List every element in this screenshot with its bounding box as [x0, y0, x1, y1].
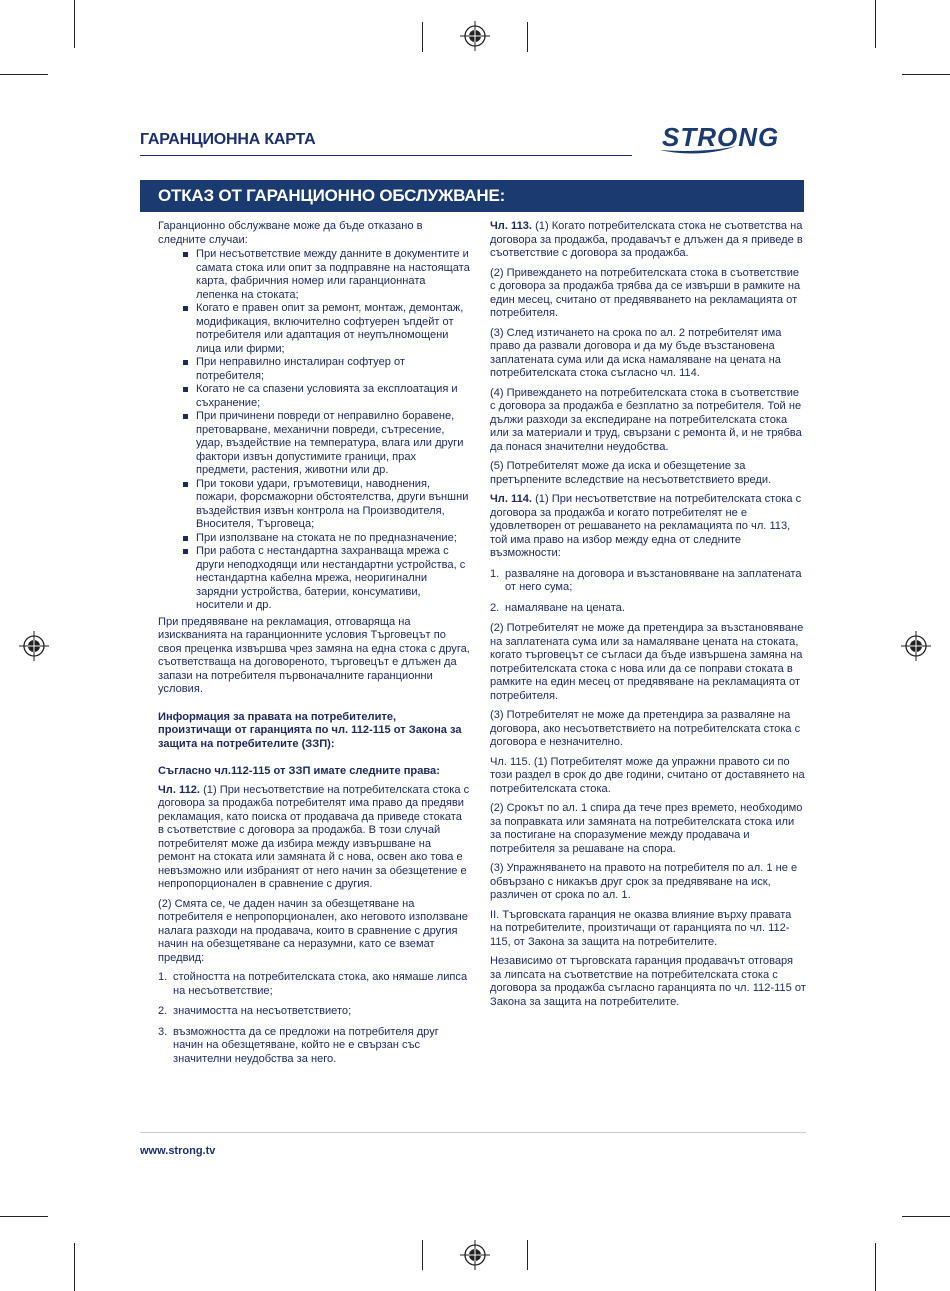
refusal-list: [158, 248, 470, 613]
list-number: 1.: [158, 971, 168, 983]
crop-mark: [902, 74, 950, 75]
registration-mark-icon: [901, 631, 931, 661]
article-label: Чл. 113.: [490, 220, 532, 232]
list-item: Когато е правен опит за ремонт, монтаж, демонтаж, модификация, включително софтуерен ъпдейт от потребителя или адаптация от неупълномощени лица или фирми;: [196, 302, 470, 356]
page-title: ГАРАНЦИОННА КАРТА: [140, 131, 316, 148]
left-column: [158, 220, 470, 1073]
list-item: При неправилно инсталиран софтуер от потребителя;: [196, 356, 470, 383]
final-paragraph: Независимо от търговската гаранция продавачът отговаря за липсата на съответствие на потребителската стока с договора за продажба съгласно гаранцията по чл. 112-115 от Закона за защита на потребителите.: [490, 955, 806, 1008]
crop-mark: [527, 22, 528, 52]
list-item: [158, 1026, 470, 1067]
crop-mark: [422, 22, 423, 52]
svg-text:STRONG: STRONG: [662, 122, 780, 152]
article-113: [490, 220, 806, 261]
crop-mark: [422, 1240, 423, 1270]
article-114: [490, 493, 806, 561]
crop-mark: [902, 1216, 950, 1217]
list-item: [158, 971, 470, 998]
article-113-4: (4) Привеждането на потребителската стока в съответствие с договора за продажба е безплатно за потребителя. Той не дължи разходи за експедиране на потребителската стока или за материали и труд, свързани с ремонта й, и не трябва да понася значителни неудобства.: [490, 386, 802, 453]
article-text: (1) Когато потребителската стока не съответства на договора за продажба, продавачът е длъжен да я приведе в съответствие с договора за продажба.: [490, 220, 803, 259]
list-text: стойността на потребителската стока, ако нямаше липса на несъответствие;: [173, 971, 468, 997]
right-column: [490, 220, 806, 1015]
article-112: [158, 784, 470, 892]
list-item: При работа с нестандартна захранваща мрежа с други неподходящи или нестандартни устройства, с нестандартна кабелна мрежа, неоригинални зарядни устройства, батерии, консумативи, носители и др.: [196, 545, 470, 613]
list-item: При токови удари, гръмотевици, наводнения, пожари, форсмажорни обстоятелства, други външни въздействия извън контрола на Производителя, Вносителя, Търговеца;: [196, 477, 469, 530]
rights-heading: Съгласно чл.112-115 от ЗЗП имате следните права:: [158, 765, 440, 777]
crop-mark: [74, 1243, 75, 1291]
list-text: намаляване на цената.: [505, 601, 625, 614]
proportionality-list: [158, 971, 470, 1066]
registration-mark-icon: [19, 631, 49, 661]
article-115-2: (2) Срокът по ал. 1 спира да тече през времето, необходимо за поправката или замяната на потребителската стока или за постигане на споразумение между продавача и потребителя за решаване на спора.: [490, 802, 803, 855]
article-label: Чл. 112.: [158, 783, 200, 796]
section-banner: [140, 180, 804, 212]
list-item: [158, 1005, 470, 1019]
list-text: възможността да се предложи на потребителя друг начин на обезщетяване, който не е свързан със значителни неудобства за него.: [173, 1025, 439, 1065]
article-text: (1) При несъответствие на потребителската стока с договора за продажба потребителят има право да предяви рекламация, като поиска от продавача да приведе стоката в съответствие с договора за продажба. В този случай потребителят може да избира между извършване на ремонт на стоката или замяната й с нова, освен ако това е невъзможно или избраният от него начин за обезщетение е непропорционален в сравнение с другия.: [158, 783, 470, 890]
article-114-3: (3) Потребителят не може да претендира за разваляне на договора, ако несъответствието на потребителската стока с договора е незначително.: [490, 709, 801, 748]
registration-mark-icon: [460, 21, 490, 51]
list-item: При несъответствие между данните в документите и самата стока или опит за подправяне на настоящата карта, фабричния номер или гаранционната лепенка на стоката;: [196, 248, 470, 301]
article-112-2: (2) Смята се, че даден начин за обезщетяване на потребителя е непропорционален, ако неговото използване налага разходи на продавача, които в сравнение с другия начин на обезщетяване са неразумни, като се вземат предвид:: [158, 897, 468, 964]
article-113-5: (5) Потребителят може да иска и обезщетение за претърпените вследствие на несъответствието вреди.: [490, 460, 772, 486]
claim-paragraph: При предявяване на рекламация, отговаряща на изискванията на гаранционните условия Търговецът по своя преценка извършва чрез замяна на една стока с друга, съответстваща на договореното, търговецът е длъжен да запази на потребителя първоначалните гаранционни условия.: [158, 615, 470, 695]
crop-mark: [527, 1240, 528, 1270]
info-heading: Информация за правата на потребителите, произтичащи от гаранцията по чл. 112-115 от Закона за защита на потребителите (ЗЗП):: [158, 710, 462, 750]
article-115-1: Чл. 115. (1) Потребителят може да упражни правото си по този раздел в срок до две години, считано от доставянето на потребителската стока.: [490, 755, 805, 795]
crop-mark: [74, 0, 75, 48]
list-item: [490, 602, 806, 616]
list-item: Когато не са спазени условията за експлоатация и съхранение;: [196, 383, 470, 410]
commercial-guarantee-paragraph: II. Търговската гаранция не оказва влияние върху правата на потребителите, произтичащи от гаранцията по чл. 112-115, от Закона за защита на потребителите.: [490, 908, 792, 948]
registration-mark-icon: [460, 1240, 490, 1270]
crop-mark: [875, 1243, 876, 1291]
remedy-list: [490, 568, 806, 616]
footer-url: www.strong.tv: [140, 1145, 216, 1157]
list-item: При причинени повреди от неправилно боравене, претоварване, механични повреди, сътресение, удар, въздействие на температура, влага или други фактори извън допустимите граници, прах предмети, растения, животни или др.: [196, 410, 470, 478]
intro-text: Гаранционно обслужване може да бъде отказано в следните случаи:: [158, 220, 423, 246]
crop-mark: [0, 74, 48, 75]
footer-rule: [140, 1132, 806, 1133]
article-text: (1) При несъответствие на потребителската стока с договора за продажба и когато потребителят не е удовлетворен от решаването на рекламацията по чл. 113, той има право на избор между една от следните възможности:: [490, 493, 802, 559]
section-title: ОТКАЗ ОТ ГАРАНЦИОННО ОБСЛУЖВАНЕ:: [158, 186, 506, 205]
list-text: разваляне на договора и възстановяване на заплатената от него сума;: [505, 567, 802, 593]
article-113-2: (2) Привеждането на потребителската стока в съответствие с договора за продажба трябва да се извърши в рамките на един месец, считано от предявяването на рекламацията от потребителя.: [490, 266, 801, 319]
article-115-3: (3) Упражняването на правото на потребителя по ал. 1 не е обвързано с никакъв друг срок за предявяване на иск, различен от срока по ал. 1.: [490, 862, 798, 901]
article-113-3: (3) След изтичането на срока по ал. 2 потребителят има право да развали договора и да му бъде възстановена заплатената сума или да иска намаляване на цената на потребителската стока съгласно чл. 114.: [490, 326, 782, 379]
list-number: 1.: [490, 567, 500, 580]
strong-logo: [656, 120, 808, 160]
article-114-2: (2) Потребителят не може да претендира за възстановяване на заплатената сума или за намаляване цената на стоката, когато търговецът се съгласи да бъде извършена замяна на потребителската стока с нова или да се поправи стоката в рамките на един месец от предявяване на рекламацията от потребителя.: [490, 622, 804, 702]
crop-mark: [0, 1216, 48, 1217]
list-text: значимостта на несъответствието;: [173, 1005, 352, 1017]
header-rule: [140, 155, 632, 156]
list-number: 3.: [158, 1025, 168, 1038]
article-label: Чл. 114.: [490, 493, 532, 505]
crop-mark: [875, 0, 876, 48]
list-number: 2.: [490, 601, 500, 614]
list-item: При използване на стоката не по предназначение;: [196, 532, 470, 546]
list-item: [490, 568, 806, 595]
list-number: 2.: [158, 1005, 168, 1017]
